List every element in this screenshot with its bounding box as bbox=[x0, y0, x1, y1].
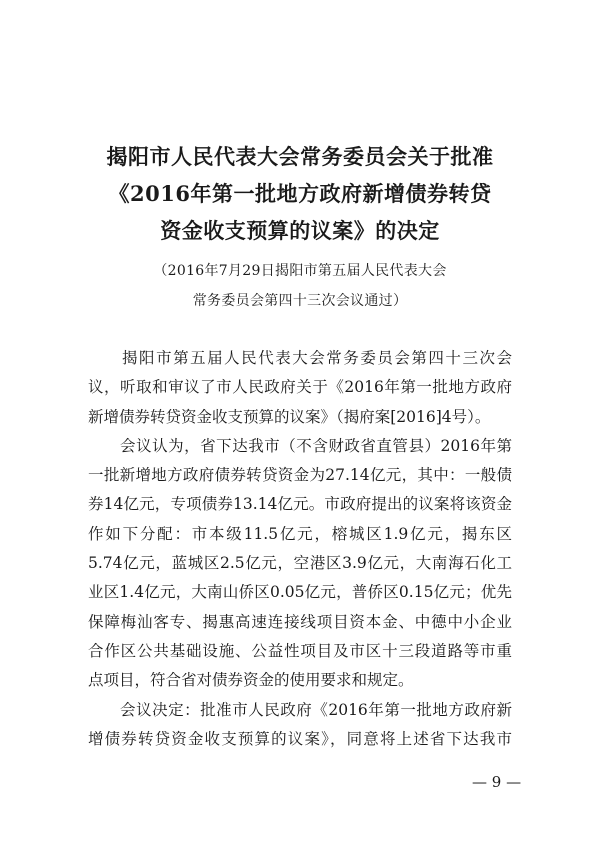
subtitle-line: （2016年7月29日揭阳市第五届人民代表大会 bbox=[153, 263, 447, 279]
page-number: — 9 — bbox=[472, 773, 522, 791]
body-line: 业区1.4亿元，大南山侨区0.05亿元，普侨区0.15亿元；优先 bbox=[88, 583, 512, 602]
document-body bbox=[88, 344, 512, 754]
body-line: 增债券转贷资金收支预算的议案》，同意将上述省下达我市 bbox=[88, 729, 512, 748]
body-line: 作如下分配：市本级11.5亿元，榕城区1.9亿元，揭东区 bbox=[88, 524, 512, 543]
subtitle-line: 常务委员会第四十三次会议通过） bbox=[192, 293, 408, 309]
body-line: 合作区公共基础设施、公益性项目及市区十三段道路等市重 bbox=[88, 641, 512, 660]
body-line: 5.74亿元，蓝城区2.5亿元，空港区3.9亿元，大南海石化工 bbox=[88, 554, 512, 573]
document-title bbox=[80, 138, 520, 249]
body-line: 一批新增地方政府债券转贷资金为27.14亿元，其中：一般债 bbox=[88, 466, 512, 485]
body-line: 会议决定：批准市人民政府《2016年第一批地方政府新 bbox=[88, 700, 512, 719]
title-line: 揭阳市人民代表大会常务委员会关于批准 bbox=[106, 144, 494, 169]
body-line: 点项目，符合省对债券资金的使用要求和规定。 bbox=[88, 671, 414, 690]
document-subtitle bbox=[80, 256, 520, 316]
title-line: 资金收支预算的议案》的决定 bbox=[160, 218, 440, 243]
body-line: 新增债券转贷资金收支预算的议案》（揭府案[2016]4号）。 bbox=[88, 407, 491, 426]
body-line: 议，听取和审议了市人民政府关于《2016年第一批地方政府 bbox=[88, 378, 512, 397]
body-line: 保障梅汕客专、揭惠高速连接线项目资本金、中德中小企业 bbox=[88, 612, 512, 631]
body-line: 会议认为，省下达我市（不含财政省直管县）2016年第 bbox=[88, 436, 512, 455]
body-line: 券14亿元，专项债券13.14亿元。市政府提出的议案将该资金 bbox=[88, 495, 512, 514]
title-line: 《2016年第一批地方政府新增债券转贷 bbox=[108, 181, 492, 206]
body-line: 揭阳市第五届人民代表大会常务委员会第四十三次会 bbox=[88, 349, 512, 367]
